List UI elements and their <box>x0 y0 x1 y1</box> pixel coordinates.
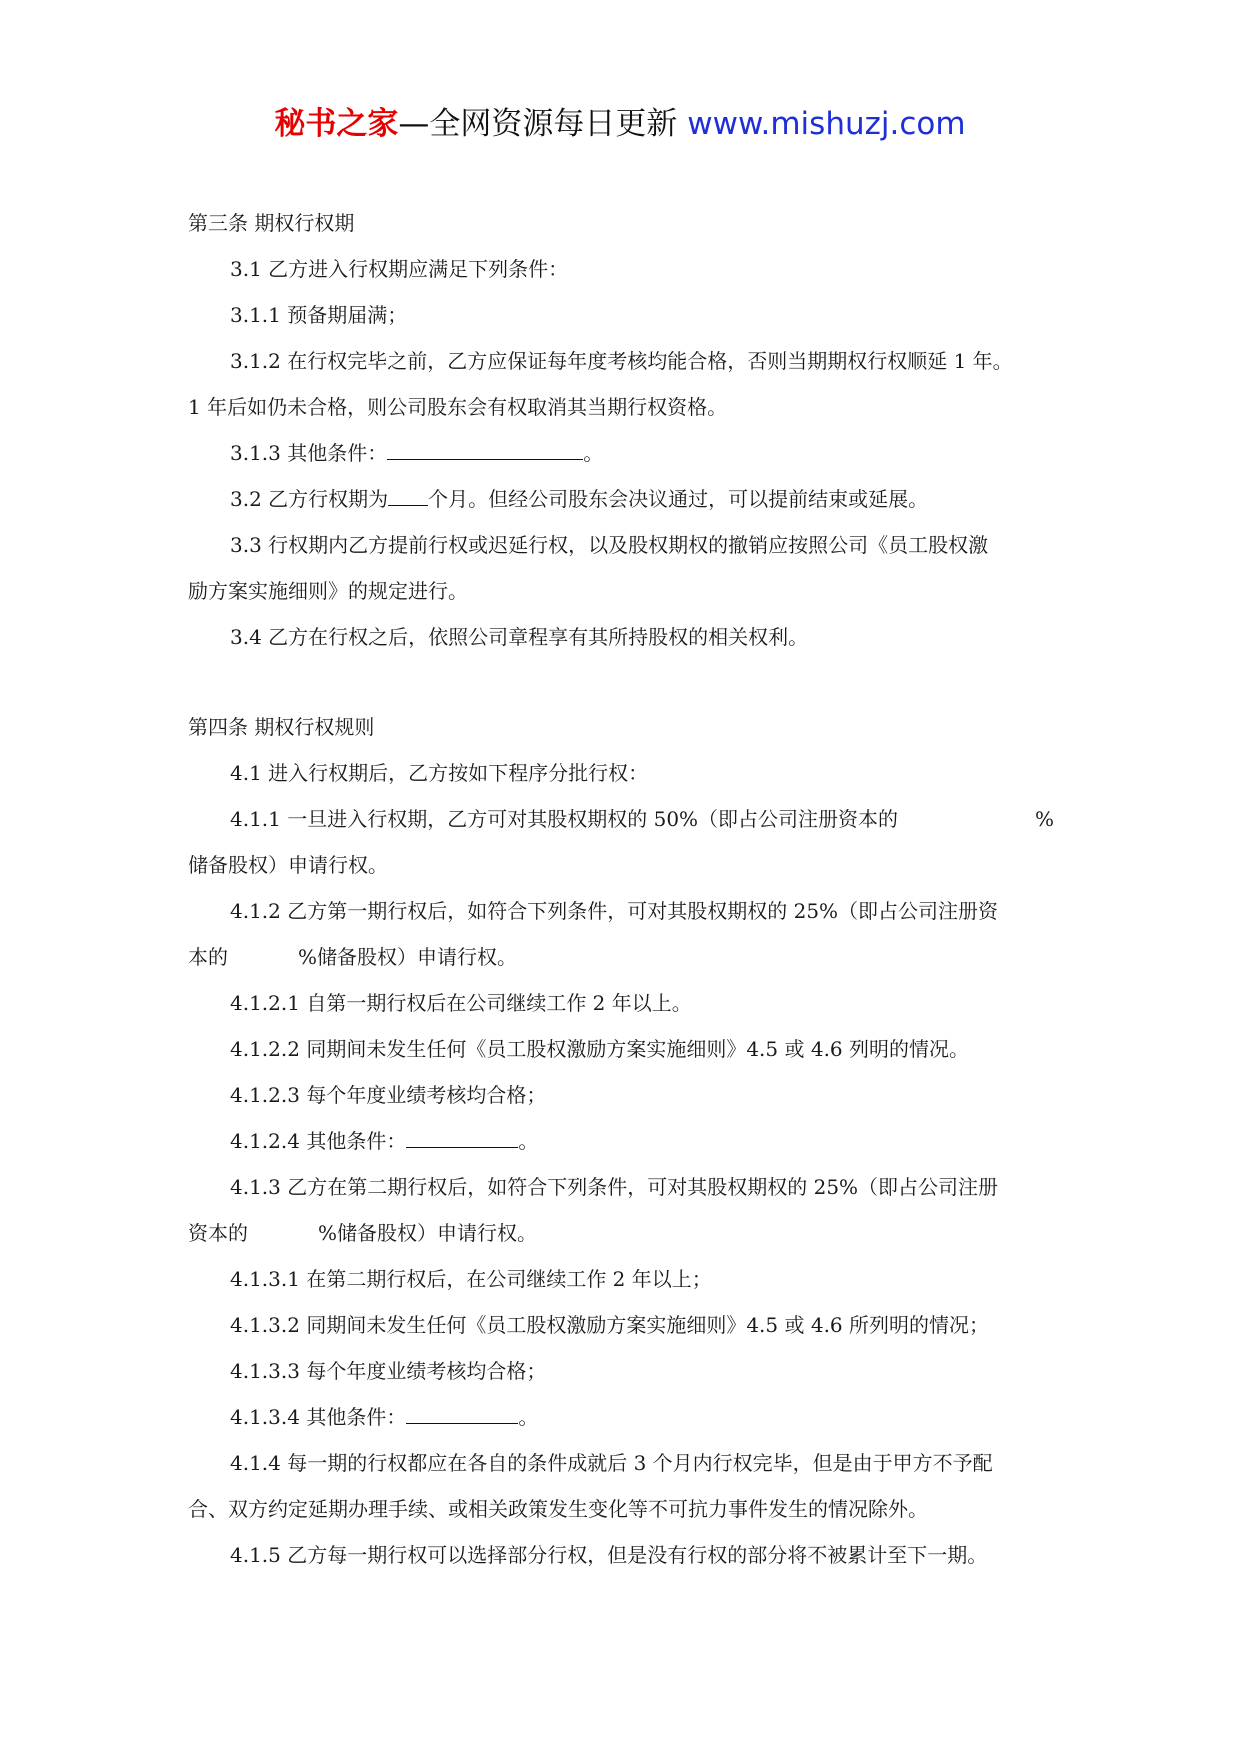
fill-blank[interactable] <box>387 436 583 460</box>
clause-4-1-4: 4.1.4 每一期的行权都应在各自的条件成就后 3 个月内行权完毕，但是由于甲方不予配 <box>230 1451 993 1475</box>
clause-4-1-2-cont-a: 本的 <box>188 945 228 969</box>
clause-4-1-4-cont: 合、双方约定延期办理手续、或相关政策发生变化等不可抗力事件发生的情况除外。 <box>188 1497 928 1521</box>
clause-4-1-2-3: 4.1.2.3 每个年度业绩考核均合格； <box>230 1083 547 1107</box>
clause-3-2 <box>188 476 1054 522</box>
clause-4-1-3-4 <box>188 1394 1054 1440</box>
clause-3-1-1: 3.1.1 预备期届满； <box>230 303 408 327</box>
clause-4-1-2-2: 4.1.2.2 同期间未发生任何《员工股权激励方案实施细则》4.5 或 4.6 列明的情况。 <box>230 1037 970 1061</box>
clause-3-3: 3.3 行权期内乙方提前行权或迟延行权，以及股权期权的撤销应按照公司《员工股权激 <box>230 533 989 557</box>
clause-4-1-3-4-end: 。 <box>518 1405 539 1429</box>
clause-4-1: 4.1 进入行权期后，乙方按如下程序分批行权： <box>230 761 649 785</box>
article-4-title: 第四条 期权行权规则 <box>188 715 375 739</box>
clause-4-1-3-2: 4.1.3.2 同期间未发生任何《员工股权激励方案实施细则》4.5 或 4.6 所列明的情况； <box>230 1313 990 1337</box>
clause-4-1-2-4-text: 4.1.2.4 其他条件： <box>230 1129 407 1153</box>
clause-3-1-3 <box>188 430 1054 476</box>
article-3-title: 第三条 期权行权期 <box>188 211 355 235</box>
banner-slogan: —全网资源每日更新 <box>398 106 688 142</box>
clause-4-1-1 <box>188 796 1054 842</box>
clause-4-1-3-cont-b: %储备股权）申请行权。 <box>318 1221 538 1245</box>
clause-4-1-2: 4.1.2 乙方第一期行权后，如符合下列条件，可对其股权期权的 25%（即占公司注册资 <box>230 899 999 923</box>
clause-4-1-2-1: 4.1.2.1 自第一期行权后在公司继续工作 2 年以上。 <box>230 991 692 1015</box>
clause-4-1-1-text: 4.1.1 一旦进入行权期，乙方可对其股权期权的 50%（即占公司注册资本的 <box>230 807 899 831</box>
clause-4-1-2-4-end: 。 <box>518 1129 539 1153</box>
site-banner <box>0 104 1240 144</box>
clause-3-1: 3.1 乙方进入行权期应满足下列条件： <box>230 257 569 281</box>
clause-3-4: 3.4 乙方在行权之后，依照公司章程享有其所持股权的相关权利。 <box>230 625 809 649</box>
clause-4-1-3-3: 4.1.3.3 每个年度业绩考核均合格； <box>230 1359 547 1383</box>
clause-4-1-1-cont: 储备股权）申请行权。 <box>188 853 388 877</box>
clause-4-1-3-1: 4.1.3.1 在第二期行权后，在公司继续工作 2 年以上； <box>230 1267 712 1291</box>
clause-3-2-text-a: 3.2 乙方行权期为 <box>230 487 389 511</box>
clause-3-1-3-text: 3.1.3 其他条件： <box>230 441 388 465</box>
clause-3-2-text-b: 个月。但经公司股东会决议通过，可以提前结束或延展。 <box>428 487 929 511</box>
clause-4-1-3-cont-a: 资本的 <box>188 1221 248 1245</box>
clause-3-1-2: 3.1.2 在行权完毕之前，乙方应保证每年度考核均能合格，否则当期期权行权顺延 1 年。 <box>230 349 1013 373</box>
fill-blank[interactable] <box>388 482 428 506</box>
clause-4-1-1-pct: % <box>1034 807 1054 831</box>
clause-4-1-2-4 <box>188 1118 1054 1164</box>
clause-4-1-3-4-text: 4.1.3.4 其他条件： <box>230 1405 407 1429</box>
fill-blank[interactable] <box>406 1400 518 1424</box>
clause-3-3-cont: 励方案实施细则》的规定进行。 <box>188 579 468 603</box>
clause-4-1-3-cont <box>188 1210 1054 1256</box>
clause-3-1-2-cont: 1 年后如仍未合格，则公司股东会有权取消其当期行权资格。 <box>188 395 728 419</box>
banner-url[interactable]: www.mishuzj.com <box>687 106 966 142</box>
clause-4-1-2-cont-b: %储备股权）申请行权。 <box>298 945 518 969</box>
clause-4-1-5: 4.1.5 乙方每一期行权可以选择部分行权，但是没有行权的部分将不被累计至下一期。 <box>230 1543 988 1567</box>
clause-4-1-3: 4.1.3 乙方在第二期行权后，如符合下列条件，可对其股权期权的 25%（即占公司注册 <box>230 1175 999 1199</box>
section-gap <box>188 660 1054 704</box>
fill-blank[interactable] <box>406 1124 518 1148</box>
document-body <box>188 200 1054 1578</box>
clause-3-1-3-end: 。 <box>583 441 604 465</box>
clause-4-1-2-cont <box>188 934 1054 980</box>
banner-brand: 秘书之家 <box>274 106 399 142</box>
